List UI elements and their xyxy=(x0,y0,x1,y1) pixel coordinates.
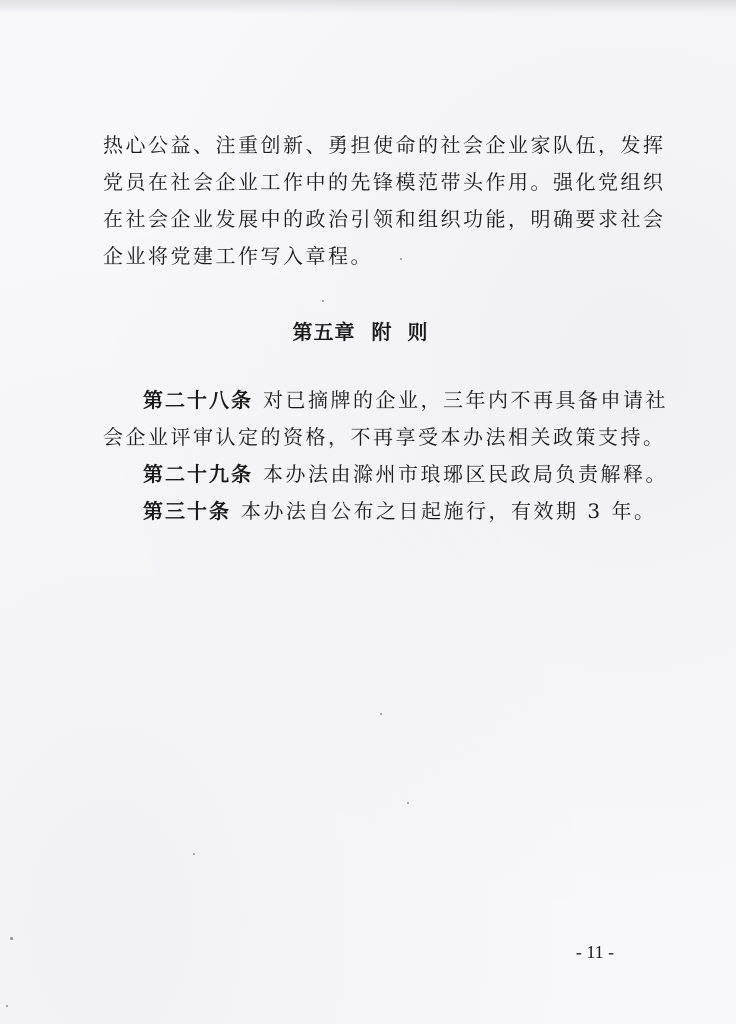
chapter-number: 第五章 xyxy=(292,320,356,344)
paragraph-line: 在社会企业发展中的政治引领和组织功能，明确要求社会 xyxy=(103,207,666,231)
scan-speck xyxy=(400,258,402,260)
article-text: 本办法自公布之日起施行，有效期 3 年。 xyxy=(241,499,657,523)
scan-speck xyxy=(380,713,382,715)
scan-speck xyxy=(193,853,195,855)
scan-edge-shadow xyxy=(0,0,736,14)
article-28 xyxy=(103,382,668,456)
article-text: 本办法由滁州市琅琊区民政局负责解释。 xyxy=(263,462,668,486)
article-30 xyxy=(103,493,657,530)
article-text: 会企业评审认定的资格，不再享受本办法相关政策支持。 xyxy=(103,425,666,449)
scan-speck xyxy=(322,300,324,302)
intro-paragraph xyxy=(103,127,666,275)
article-text: 对已摘牌的企业，三年内不再具备申请社 xyxy=(263,388,668,412)
chapter-title: 附则 xyxy=(371,320,444,344)
article-number: 第二十九条 xyxy=(143,462,253,486)
paragraph-line: 热心公益、注重创新、勇担使命的社会企业家队伍，发挥 xyxy=(103,133,666,157)
page-number: - 11 - xyxy=(575,942,615,962)
article-number: 第二十八条 xyxy=(143,388,253,412)
article-29 xyxy=(103,456,668,493)
scan-speck xyxy=(407,802,409,804)
article-number: 第三十条 xyxy=(143,499,231,523)
scan-speck xyxy=(6,1005,8,1007)
scan-speck xyxy=(10,937,13,940)
paragraph-line: 党员在社会企业工作中的先锋模范带头作用。强化党组织 xyxy=(103,170,666,194)
chapter-heading xyxy=(0,316,736,348)
paragraph-line: 企业将党建工作写入章程。 xyxy=(103,244,373,268)
